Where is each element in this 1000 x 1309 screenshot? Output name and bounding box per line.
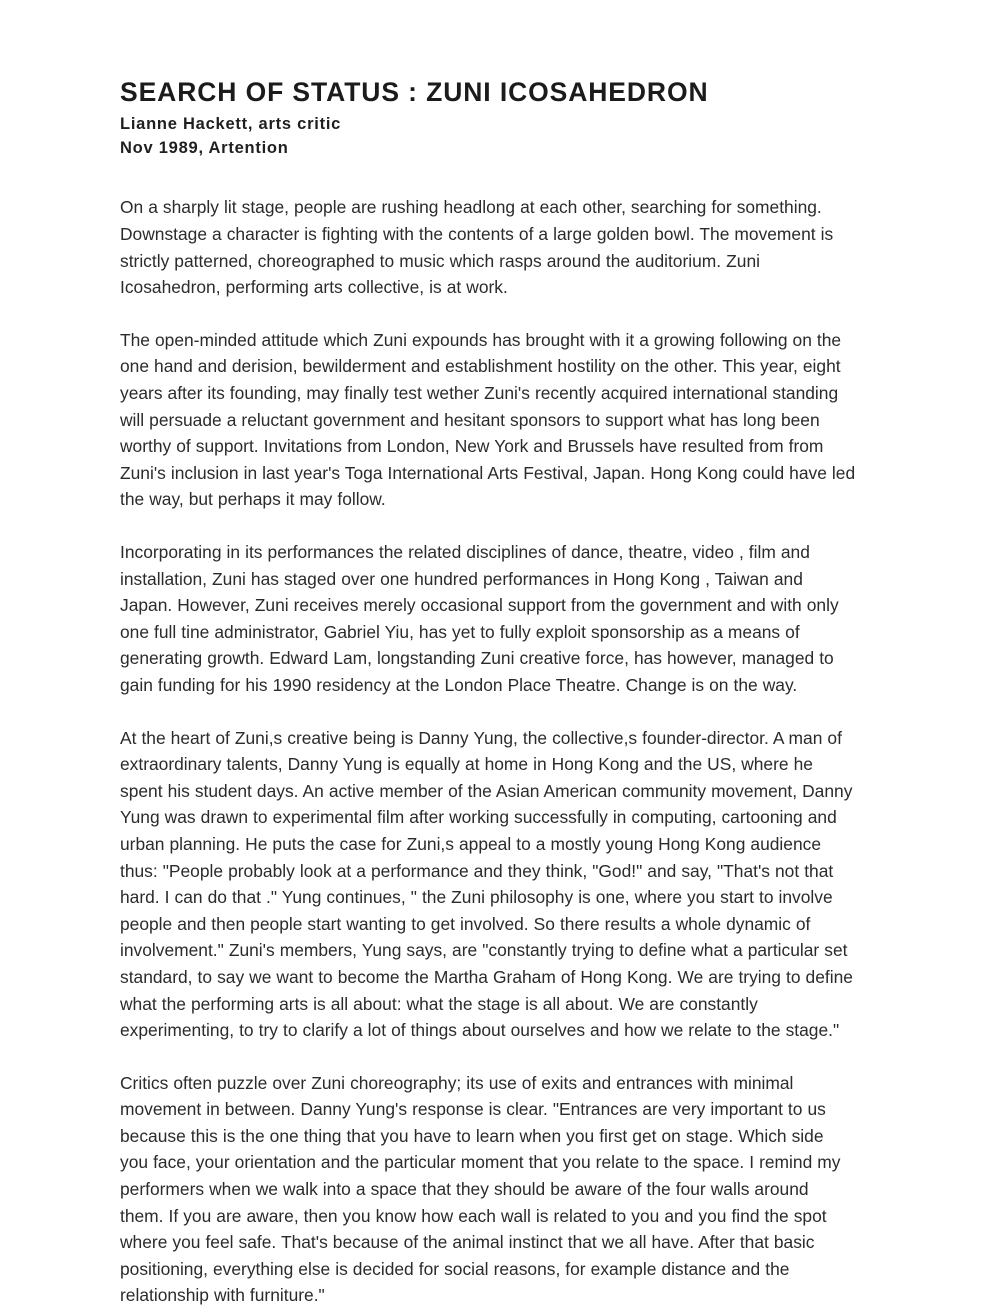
article-paragraph: Critics often puzzle over Zuni choreography; its use of exits and entrances with minimal movement in between. Danny Yung's response is clear. "Entrances are very important to us because this is the one thing that you have to learn when you first get on stage. Which side you face, your orientation and the particular moment that you relate to the space. I remind my performers when we walk into a space that they should be aware of the four walls around them. If you are aware, then you know how each wall is related to you and you find the spot where you feel safe. That's because of the animal instinct that we all have. After that basic positioning, everything else is decided for social reasons, for example distance and the relationship with furniture."	[120, 1072, 841, 1306]
article-masthead	[120, 78, 850, 160]
article-body	[120, 194, 856, 1309]
article-paragraph: Incorporating in its performances the related disciplines of dance, theatre, video , film and installation, Zuni has staged over one hundred performances in Hong Kong , Taiwan and Japan. However, Zuni receives merely occasional support from the government and with only one full tine administrator, Gabriel Yiu, has yet to fully exploit sponsorship as a means of generating growth. Edward Lam, longstanding Zuni creative force, has however, managed to gain funding for his 1990 residency at the London Place Theatre. Change is on the way.	[120, 542, 839, 695]
article-paragraph: At the heart of Zuni,s creative being is Danny Yung, the collective,s founder-director. A man of extraordinary talents, Danny Yung is equally at home in Hong Kong and the US, where he spent his student days. An active member of the Asian American community movement, Danny Yung was drawn to experimental film after working successfully in computing, cartooning and urban planning. He puts the case for Zuni,s appeal to a mostly young Hong Kong audience thus: "People probably look at a performance and they think, "God!" and say, "That's not that hard. I can do that ." Yung continues, " the Zuni philosophy is one, where you start to involve people and then people start wanting to get involved. So there results a whole dynamic of involvement." Zuni's members, Yung says, are "constantly trying to define what a particular set standard, to say we want to become the Martha Graham of Hong Kong. We are trying to define what the performing arts is all about: what the stage is all about. We are constantly experimenting, to try to clarify a lot of things about ourselves and how we relate to the stage."	[120, 727, 853, 1041]
article-paragraph: The open-minded attitude which Zuni expounds has brought with it a growing following on the one hand and derision, bewilderment and establishment hostility on the other. This year, eight years after its founding, may finally test wether Zuni's recently acquired international standing will persuade a reluctant government and hesitant sponsors to support what has long been worthy of support. Invitations from London, New York and Brussels have resulted from from Zuni's inclusion in last year's Toga International Arts Festival, Japan. Hong Kong could have led the way, but perhaps it may follow.	[120, 329, 856, 510]
article-byline-author: Lianne Hackett, arts critic	[120, 114, 342, 133]
article-paragraph: On a sharply lit stage, people are rushing headlong at each other, searching for something. Downstage a character is fighting with the contents of a large golden bowl. The movement is strictly patterned, choreographed to music which rasps around the auditorium. Zuni Icosahedron, performing arts collective, is at work.	[120, 197, 834, 298]
article-byline-source: Nov 1989, Artention	[120, 139, 289, 158]
article-headline: SEARCH OF STATUS : ZUNI ICOSAHEDRON	[120, 77, 709, 107]
